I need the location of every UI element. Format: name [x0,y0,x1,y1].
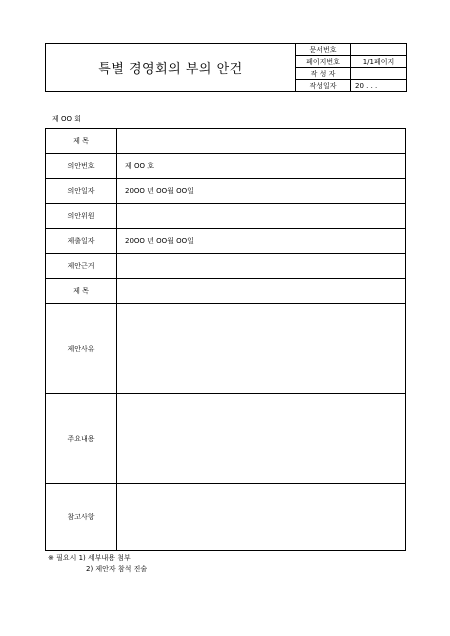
meta-value-doc-number[interactable] [351,44,406,55]
form-field-subject-2[interactable] [117,279,405,303]
footnote-line-2: 2) 제안자 참석 진술 [86,565,148,573]
meta-value-date[interactable]: 20 . . . [355,81,378,90]
document-title: 특별 경영회의 부의 안건 [46,44,296,91]
meta-label: 작 성 자 [296,68,351,79]
form-row-submit-date [46,229,405,254]
form-field-proposal-basis[interactable] [117,254,405,278]
session-number: 제 OO 회 [52,115,81,123]
agenda-form-table [45,128,406,551]
form-field-agenda-number[interactable]: 제 OO 호 [125,162,154,170]
form-row-proposal-reason [46,304,405,394]
meta-row-author [296,68,406,80]
form-row-agenda-date [46,179,405,204]
meta-row-date [296,80,406,91]
form-field-proposal-reason[interactable] [117,304,405,393]
form-label: 주요내용 [46,394,117,483]
form-field-agenda-date[interactable]: 20OO 년 OO월 OO일 [125,187,194,195]
form-row-agenda-number [46,154,405,179]
meta-value-page-number[interactable]: 1/1페이지 [362,57,395,66]
form-label: 의안번호 [46,154,117,178]
form-row-subject [46,129,405,154]
document-header [45,43,407,92]
footnotes [48,553,147,575]
form-label: 참고사항 [46,484,117,550]
form-label: 제 목 [46,279,117,303]
form-row-proposal-basis [46,254,405,279]
form-label: 제 목 [46,129,117,153]
form-row-remarks [46,484,405,550]
form-label: 제안사유 [46,304,117,393]
form-label: 의안위원 [46,204,117,228]
document-meta-table [296,44,406,91]
form-field-agenda-member[interactable] [117,204,405,228]
footnote-line-1: ※ 필요시 1) 세부내용 첨부 [48,554,131,562]
form-label: 의안일자 [46,179,117,203]
meta-row-page-number [296,56,406,68]
meta-row-doc-number [296,44,406,56]
meta-label: 문서번호 [296,44,351,55]
form-label: 제안근거 [46,254,117,278]
form-row-subject-2 [46,279,405,304]
form-label: 제출일자 [46,229,117,253]
form-row-agenda-member [46,204,405,229]
form-field-subject[interactable] [117,129,405,153]
form-row-main-content [46,394,405,484]
meta-value-author[interactable] [351,68,406,79]
meta-label: 작성일자 [296,80,351,91]
form-field-main-content[interactable] [117,394,405,483]
form-field-remarks[interactable] [117,484,405,550]
form-field-submit-date[interactable]: 20OO 년 OO월 OO일 [125,237,194,245]
meta-label: 페이지번호 [296,56,351,67]
